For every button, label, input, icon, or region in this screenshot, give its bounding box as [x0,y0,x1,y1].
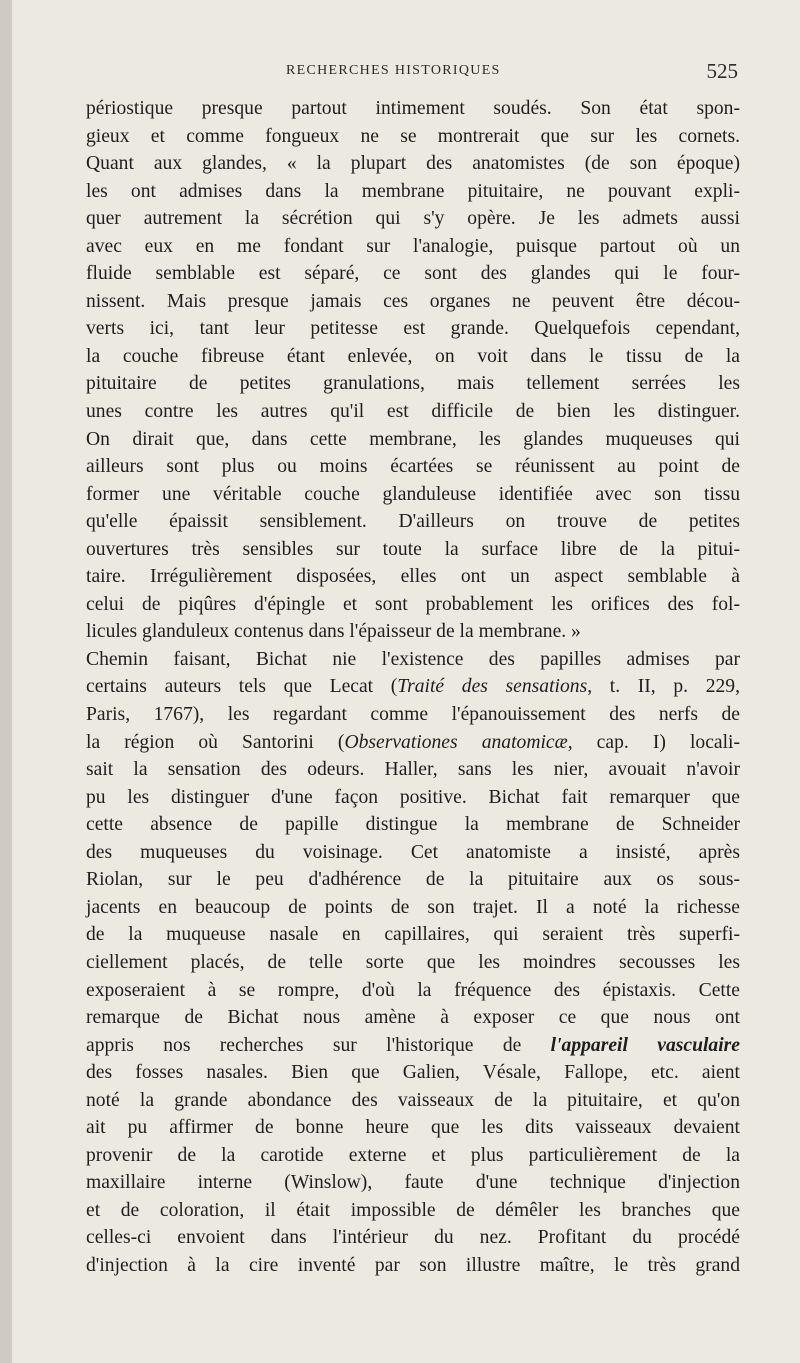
text-segment: celui de piqûres d'épingle et sont probablement les orifices des fol- [86,593,740,615]
text-segment: d'injection à la cire inventé par son illustre maître, le très grand [86,1254,740,1276]
text-segment: sait la sensation des odeurs. Haller, sans les nier, avouait n'avoir [86,759,740,781]
text-segment: Quant aux glandes, « la plupart des anatomistes (de son époque) [86,153,740,175]
text-line [86,1142,740,1170]
text-line [86,453,740,481]
text-line [86,315,740,343]
text-line [86,894,740,922]
text-segment: jacents en beaucoup de points de son trajet. Il a noté la richesse [86,896,740,918]
text-segment: avec eux en me fondant sur l'analogie, puisque partout où un [86,235,740,257]
text-line [86,1032,740,1060]
text-line [86,233,740,261]
text-segment: , cap. I) locali- [567,731,740,753]
text-line [86,370,740,398]
text-line [86,1252,740,1280]
text-segment: certains auteurs tels que Lecat ( [86,676,398,698]
text-line [86,205,740,233]
text-line [86,839,740,867]
body-text [86,95,740,1280]
text-segment: appris nos recherches sur l'historique de [86,1034,551,1056]
text-segment: ait pu affirmer de bonne heure que les dits vaisseaux devaient [86,1117,740,1139]
text-segment: la couche fibreuse étant enlevée, on voit dans le tissu de la [86,345,740,367]
text-segment: ouvertures très sensibles sur toute la surface libre de la pitui- [86,538,740,560]
text-segment: verts ici, tant leur petitesse est grande. Quelquefois cependant, [86,318,740,340]
text-segment: On dirait que, dans cette membrane, les glandes muqueuses qui [86,428,740,450]
text-segment: maxillaire interne (Winslow), faute d'une technique d'injection [86,1172,740,1194]
text-segment: qu'elle épaissit sensiblement. D'ailleurs on trouve de petites [86,511,740,533]
text-line [86,481,740,509]
text-line [86,536,740,564]
page-number: 525 [706,59,738,83]
text-line [86,260,740,288]
text-segment: les ont admises dans la membrane pituitaire, ne pouvant expli- [86,180,740,202]
text-line [86,1059,740,1087]
text-segment: taire. Irrégulièrement disposées, elles ont un aspect semblable à [86,566,740,588]
text-line [86,508,740,536]
text-segment: pituitaire de petites granulations, mais tellement serrées les [86,373,740,395]
text-segment: exposeraient à se rompre, d'où la fréquence des épistaxis. Cette [86,979,740,1001]
text-segment: ailleurs sont plus ou moins écartées se réunissent au point de [86,456,740,478]
text-segment: des muqueuses du voisinage. Cet anatomiste a insisté, après [86,841,740,863]
text-line [86,811,740,839]
text-line [86,1224,740,1252]
text-segment: Riolan, sur le peu d'adhérence de la pituitaire aux os sous- [86,869,740,891]
text-line [86,398,740,426]
text-segment: pu les distinguer d'une façon positive. Bichat fait remarquer que [86,786,740,808]
text-line [86,123,740,151]
text-line [86,921,740,949]
text-segment: et de coloration, il était impossible de démêler les branches que [86,1199,740,1221]
text-line [86,178,740,206]
text-segment: former une véritable couche glanduleuse identifiée avec son tissu [86,483,740,505]
text-line [86,1004,740,1032]
text-line [86,784,740,812]
text-line [86,1114,740,1142]
text-line [86,563,740,591]
text-segment: fluide semblable est séparé, ce sont des glandes qui le four- [86,263,740,285]
running-header [86,59,738,85]
text-segment: nissent. Mais presque jamais ces organes ne peuvent être décou- [86,290,740,312]
text-segment: ciellement placés, de telle sorte que les moindres secousses les [86,951,740,973]
page-gutter-shadow [0,0,12,1363]
text-segment: Paris, 1767), les regardant comme l'épanouissement des nerfs de [86,704,740,726]
text-segment: unes contre les autres qu'il est difficile de bien les distinguer. [86,401,740,423]
text-line [86,646,740,674]
text-line [86,949,740,977]
text-segment: la région où Santorini ( [86,731,345,753]
text-line [86,756,740,784]
text-line [86,1197,740,1225]
text-line [86,618,740,646]
text-segment: périostique presque partout intimement soudés. Son état spon- [86,98,740,119]
text-segment: provenir de la carotide externe et plus particulièrement de la [86,1144,740,1166]
text-line [86,673,740,701]
text-line [86,729,740,757]
text-segment: noté la grande abondance des vaisseaux de la pituitaire, et qu'on [86,1089,740,1111]
text-line [86,1087,740,1115]
text-segment: quer autrement la sécrétion qui s'y opère. Je les admets aussi [86,208,740,230]
text-segment: gieux et comme fongueux ne se montrerait que sur les cornets. [86,125,740,147]
text-segment: remarque de Bichat nous amène à exposer ce que nous ont [86,1007,740,1029]
text-segment: de la muqueuse nasale en capillaires, qui seraient très superfi- [86,924,740,946]
text-segment: celles-ci envoient dans l'intérieur du nez. Profitant du procédé [86,1227,740,1249]
text-line [86,426,740,454]
book-title-italic: Traité des sensations [397,676,588,698]
running-title: RECHERCHES HISTORIQUES [286,63,501,78]
emphasis-italic: l'appareil vasculaire [550,1034,740,1056]
book-title-italic: Observationes anatomicæ [344,731,568,753]
text-segment: , t. II, p. 229, [587,676,740,698]
text-segment: licules glanduleux contenus dans l'épaisseur de la membrane. » [86,621,581,643]
text-segment: cette absence de papille distingue la membrane de Schneider [86,814,740,836]
text-line [86,95,740,123]
text-line [86,343,740,371]
text-segment: Chemin faisant, Bichat nie l'existence des papilles admises par [86,648,740,670]
text-line [86,288,740,316]
text-line [86,701,740,729]
text-line [86,866,740,894]
text-line [86,591,740,619]
text-line [86,1169,740,1197]
text-line [86,977,740,1005]
text-line [86,150,740,178]
text-segment: des fosses nasales. Bien que Galien, Vésale, Fallope, etc. aient [86,1062,740,1084]
